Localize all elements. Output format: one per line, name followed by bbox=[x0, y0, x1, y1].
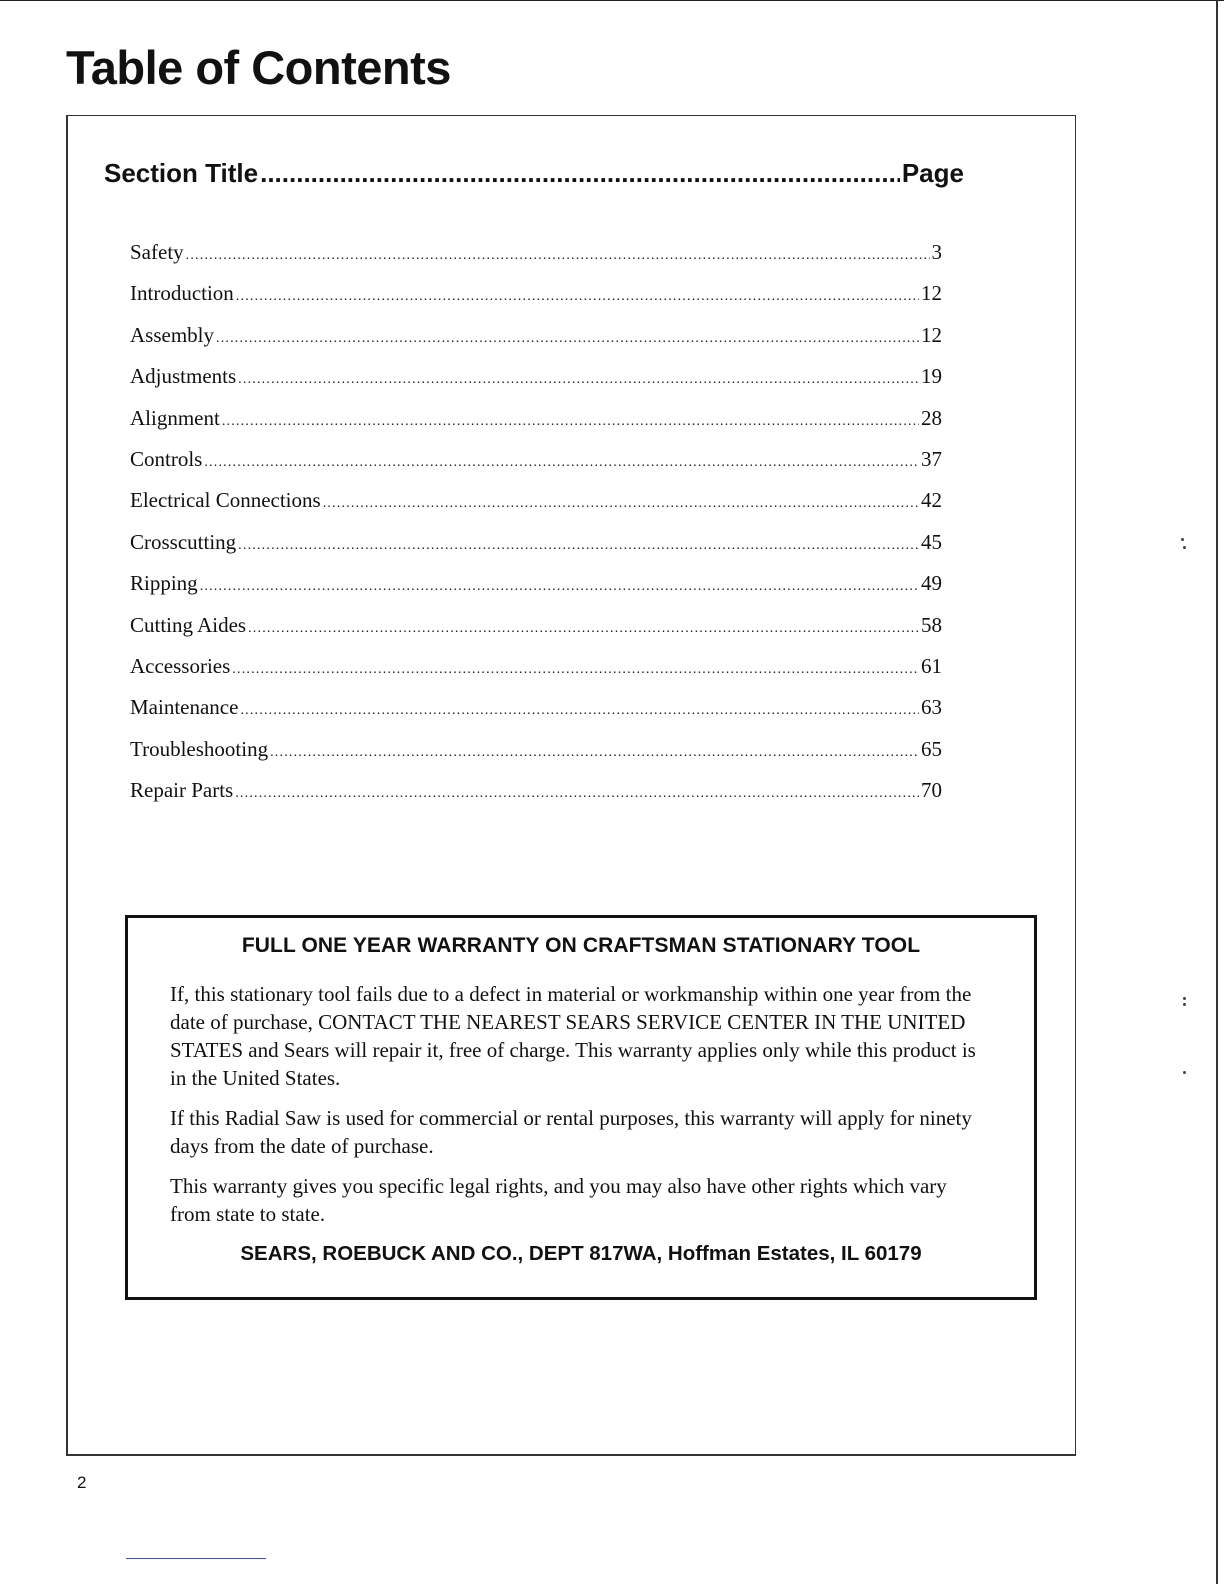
scan-speck bbox=[1183, 997, 1186, 1000]
top-border-rule bbox=[0, 0, 1224, 1]
page-header: Page bbox=[901, 158, 964, 188]
toc-entry-label: Accessories bbox=[130, 653, 231, 678]
toc-entry-electrical-connections[interactable] bbox=[130, 488, 942, 529]
warranty-paragraph: If, this stationary tool fails due to a defect in material or workmanship within one year from the date of purchase, CONTACT THE NEAREST SEARS SERVICE CENTER IN THE UNITED STATES and Sears will repair it, free of charge. This warranty applies only while this product is in the United States. bbox=[170, 982, 976, 1090]
toc-entry-page: 12 bbox=[921, 322, 942, 347]
toc-entry-page: 42 bbox=[921, 488, 942, 513]
dot-leader bbox=[270, 745, 919, 761]
warranty-box bbox=[125, 915, 1037, 1300]
section-title-header: Section Title bbox=[104, 158, 259, 188]
toc-entry-label: Crosscutting bbox=[130, 529, 237, 554]
toc-entry-label: Introduction bbox=[130, 281, 234, 306]
toc-entry-label: Controls bbox=[130, 446, 203, 471]
dot-leader bbox=[238, 538, 919, 554]
toc-entry-page: 65 bbox=[921, 736, 942, 761]
dot-leader bbox=[204, 455, 919, 471]
dot-leader bbox=[186, 248, 930, 264]
toc-entry-page: 12 bbox=[921, 281, 942, 306]
toc-entry-page: 45 bbox=[921, 529, 942, 554]
toc-entry-crosscutting[interactable] bbox=[130, 530, 942, 571]
page-number: 2 bbox=[77, 1473, 87, 1492]
warranty-address: SEARS, ROEBUCK AND CO., DEPT 817WA, Hoffman Estates, IL 60179 bbox=[240, 1242, 922, 1265]
toc-entry-accessories[interactable] bbox=[130, 654, 942, 695]
toc-entry-label: Safety bbox=[130, 240, 184, 264]
dot-leader bbox=[236, 289, 919, 305]
toc-entry-label: Assembly bbox=[130, 322, 214, 347]
dot-leader bbox=[235, 786, 919, 802]
toc-entry-ripping[interactable] bbox=[130, 571, 942, 612]
right-border-rule bbox=[1216, 0, 1218, 1584]
toc-entry-page: 49 bbox=[921, 571, 942, 596]
dot-leader bbox=[260, 158, 900, 189]
scan-speck bbox=[1183, 1003, 1186, 1006]
dot-leader bbox=[240, 703, 919, 719]
toc-entry-assembly[interactable] bbox=[130, 323, 942, 364]
toc-entry-label: Alignment bbox=[130, 405, 220, 430]
toc-entry-maintenance[interactable] bbox=[130, 695, 942, 736]
toc-entry-safety[interactable] bbox=[130, 240, 942, 281]
toc-entry-label: Adjustments bbox=[130, 364, 237, 389]
toc-entry-page: 58 bbox=[921, 612, 942, 637]
scan-speck bbox=[1183, 1071, 1186, 1074]
toc-column-header bbox=[104, 158, 964, 198]
toc-entry-label: Ripping bbox=[130, 571, 198, 596]
toc-entry-page: 70 bbox=[921, 778, 942, 803]
dot-leader bbox=[323, 496, 919, 512]
dot-leader bbox=[222, 414, 919, 430]
toc-entry-label: Maintenance bbox=[130, 695, 239, 720]
toc-entry-label: Cutting Aides bbox=[130, 612, 247, 637]
toc-entry-page: 3 bbox=[931, 240, 942, 264]
warranty-paragraph: If this Radial Saw is used for commercial or rental purposes, this warranty will apply for ninety days from the date of purchase. bbox=[170, 1106, 972, 1158]
toc-entry-page: 37 bbox=[921, 446, 942, 471]
dot-leader bbox=[232, 662, 919, 678]
toc-entry-page: 19 bbox=[921, 364, 942, 389]
dot-leader bbox=[248, 621, 919, 637]
toc-list bbox=[130, 240, 942, 819]
toc-entry-troubleshooting[interactable] bbox=[130, 737, 942, 778]
warranty-title: FULL ONE YEAR WARRANTY ON CRAFTSMAN STATIONARY TOOL bbox=[241, 934, 921, 957]
scan-speck bbox=[1183, 546, 1186, 549]
toc-entry-page: 63 bbox=[921, 695, 942, 720]
toc-entry-introduction[interactable] bbox=[130, 281, 942, 322]
toc-entry-label: Troubleshooting bbox=[130, 736, 269, 761]
toc-entry-label: Repair Parts bbox=[130, 778, 234, 803]
toc-entry-repair-parts[interactable] bbox=[130, 778, 942, 819]
dot-leader bbox=[200, 579, 919, 595]
toc-entry-controls[interactable] bbox=[130, 447, 942, 488]
toc-entry-cutting-aides[interactable] bbox=[130, 613, 942, 654]
bottom-accent-line bbox=[126, 1558, 266, 1559]
toc-entry-adjustments[interactable] bbox=[130, 364, 942, 405]
toc-entry-alignment[interactable] bbox=[130, 406, 942, 447]
scan-speck bbox=[1181, 538, 1184, 541]
toc-entry-page: 28 bbox=[921, 405, 942, 430]
dot-leader bbox=[238, 372, 919, 388]
warranty-paragraph: This warranty gives you specific legal rights, and you may also have other rights which vary from state to state. bbox=[170, 1174, 947, 1226]
page-title: Table of Contents bbox=[66, 41, 451, 94]
dot-leader bbox=[216, 331, 919, 347]
toc-entry-page: 61 bbox=[921, 653, 942, 678]
toc-entry-label: Electrical Connections bbox=[130, 488, 321, 513]
